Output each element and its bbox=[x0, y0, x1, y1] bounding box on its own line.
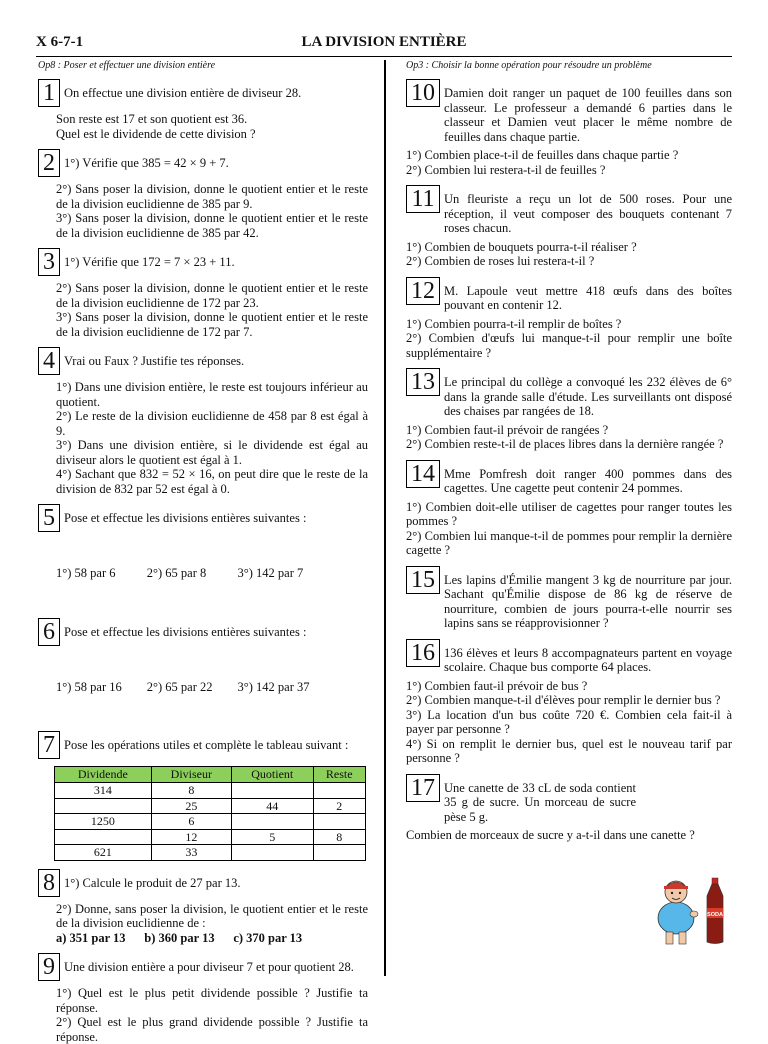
exercise-statement: Le principal du collège a convoqué les 232 élèves de 6° dans la grande salle d'étude. Les surveillants ont disposé des chaises par rangées de 18. bbox=[444, 375, 732, 418]
exercise-9 bbox=[38, 953, 368, 1044]
page-header bbox=[36, 34, 732, 57]
exercise-7 bbox=[38, 731, 368, 861]
exercise-line: 4°) Si on remplit le dernier bus, quel est le nouveau tarif par personne ? bbox=[406, 736, 732, 765]
exercise-statement: Une canette de 33 cL de soda contient 35 g de sucre. Un morceau de sucre pèse 5 g. bbox=[444, 780, 636, 824]
exercise-statement: Les lapins d'Émilie mangent 3 kg de nourriture par jour. Sachant qu'Émilie dispose de 86 kg de réserve de nourriture, combien de jours pourra-t-elle nourrir ses lapins sans se réapprovisionner ? bbox=[444, 572, 732, 630]
table-cell bbox=[231, 783, 313, 799]
exercise-14 bbox=[406, 460, 732, 558]
exercise-number: 4 bbox=[38, 347, 60, 375]
exercise-body bbox=[406, 423, 732, 452]
exercise-15 bbox=[406, 566, 732, 631]
exercise-line: 1°) Dans une division entière, le reste est toujours inférieur au quotient. bbox=[56, 380, 368, 409]
exercise-statement: Pose et effectue les divisions entières suivantes : bbox=[64, 511, 307, 525]
exercise-number: 5 bbox=[38, 504, 60, 532]
table-row bbox=[55, 845, 366, 861]
exercise-statement: Damien doit ranger un paquet de 100 feuilles dans son classeur. Le professeur a demandé 6 parties dans le classeur et Damien veut placer le même nombre de feuilles dans chaque partie. bbox=[444, 86, 732, 144]
table-cell: 2 bbox=[313, 798, 366, 814]
exercise-number: 9 bbox=[38, 953, 60, 981]
table-cell: 314 bbox=[55, 783, 152, 799]
bottle-label: SODA bbox=[707, 912, 723, 918]
exercise-line: 1°) Quel est le plus petit dividende possible ? Justifie ta réponse. bbox=[56, 986, 368, 1015]
exercise-number: 6 bbox=[38, 618, 60, 646]
exercise-line: 2°) Sans poser la division, donne le quotient entier et le reste de la division euclidienne de 385 par 9. bbox=[56, 182, 368, 211]
exercise-body bbox=[38, 380, 368, 496]
column-header: Diviseur bbox=[151, 767, 231, 783]
page-title: LA DIVISION ENTIÈRE bbox=[301, 34, 467, 50]
exercise-body bbox=[406, 679, 732, 766]
exercise-line: 2°) Combien manque-t-il d'élèves pour remplir le dernier bus ? bbox=[406, 693, 721, 707]
exercise-body bbox=[406, 828, 732, 843]
table-cell: 44 bbox=[231, 798, 313, 814]
soda-illustration bbox=[648, 874, 732, 946]
exercise-number: 13 bbox=[406, 368, 440, 396]
table-row bbox=[55, 829, 366, 845]
exercise-statement: 1°) Vérifie que 172 = 7 × 23 + 11. bbox=[64, 255, 235, 269]
exercise-line: 2°) Donne, sans poser la division, le quotient entier et le reste de la division euclidienne de : bbox=[56, 901, 368, 930]
division-table bbox=[54, 766, 366, 861]
table-cell: 12 bbox=[151, 829, 231, 845]
exercise-body bbox=[38, 986, 368, 1044]
table-cell: 33 bbox=[151, 845, 231, 861]
exercise-body bbox=[406, 500, 732, 558]
exercise-statement: Une division entière a pour diviseur 7 et pour quotient 28. bbox=[64, 960, 354, 974]
exercise-body bbox=[38, 112, 368, 141]
table-header-row bbox=[55, 767, 366, 783]
exercise-body bbox=[38, 537, 368, 610]
exercise-statement: 136 élèves et leurs 8 accompagnateurs partent en voyage scolaire. Chaque bus comporte 64 places. bbox=[444, 645, 732, 674]
exercise-statement: Un fleuriste a reçu un lot de 500 roses. Pour une réception, il veut composer des bouquets contenant 7 roses chacun. bbox=[444, 192, 732, 235]
table-cell: 25 bbox=[151, 798, 231, 814]
exercise-line: 1°) Combien doit-elle utiliser de cagettes pour ranger toutes les pommes ? bbox=[406, 499, 732, 528]
sheet-code: X 6-7-1 bbox=[36, 34, 84, 50]
table-cell: 8 bbox=[313, 829, 366, 845]
exercise-line: 2°) Combien d'œufs lui manque-t-il pour remplir une boîte supplémentaire ? bbox=[406, 331, 732, 360]
exercise-1 bbox=[38, 79, 368, 141]
exercise-items: 1°) 58 par 16 2°) 65 par 22 3°) 142 par 37 bbox=[56, 679, 310, 694]
column-header: Dividende bbox=[55, 767, 152, 783]
exercise-3 bbox=[38, 248, 368, 339]
table-cell: 6 bbox=[151, 814, 231, 830]
exercise-items: a) 351 par 13 b) 360 par 13 c) 370 par 13 bbox=[56, 930, 303, 945]
table-cell: 1250 bbox=[55, 814, 152, 830]
exercise-line: Son reste est 17 et son quotient est 36. bbox=[56, 112, 248, 126]
exercise-2 bbox=[38, 149, 368, 240]
exercise-line: 2°) Combien lui manque-t-il de pommes pour remplir la dernière cagette ? bbox=[406, 528, 732, 557]
column-divider bbox=[384, 60, 386, 976]
exercise-line: 3°) La location d'un bus coûte 720 €. Combien cela fait-il à payer par personne ? bbox=[406, 707, 732, 736]
exercise-line: 2°) Combien reste-t-il de places libres dans la dernière rangée ? bbox=[406, 437, 724, 451]
exercise-number: 16 bbox=[406, 639, 440, 667]
exercise-line: Combien de morceaux de sucre y a-t-il dans une canette ? bbox=[406, 828, 695, 842]
exercise-line: 3°) Sans poser la division, donne le quotient entier et le reste de la division euclidienne de 172 par 7. bbox=[56, 310, 368, 339]
exercise-16 bbox=[406, 639, 732, 766]
table-cell bbox=[231, 845, 313, 861]
soda-bottle-icon bbox=[707, 878, 723, 944]
exercise-line: 2°) Combien lui restera-t-il de feuilles ? bbox=[406, 162, 606, 177]
exercise-statement: Pose et effectue les divisions entières suivantes : bbox=[64, 624, 307, 639]
exercise-number: 17 bbox=[406, 774, 440, 802]
table-cell bbox=[55, 829, 152, 845]
exercise-number: 14 bbox=[406, 460, 440, 488]
column-header: Reste bbox=[313, 767, 366, 783]
exercise-11 bbox=[406, 185, 732, 269]
exercise-body bbox=[406, 317, 732, 361]
exercise-13 bbox=[406, 368, 732, 452]
exercise-statement: M. Lapoule veut mettre 418 œufs dans des boîtes pouvant en contenir 12. bbox=[444, 283, 732, 312]
exercise-statement: 1°) Vérifie que 385 = 42 × 9 + 7. bbox=[64, 156, 229, 170]
table-cell bbox=[313, 845, 366, 861]
exercise-8 bbox=[38, 869, 368, 946]
exercise-line: 3°) Dans une division entière, si le dividende est égal au diviseur alors le quotient est égal à 1. bbox=[56, 438, 368, 467]
exercise-line: 1°) Combien faut-il prévoir de rangées ? bbox=[406, 422, 609, 437]
exercise-number: 8 bbox=[38, 869, 60, 897]
exercise-5 bbox=[38, 504, 368, 610]
left-column bbox=[38, 60, 368, 1044]
table-row bbox=[55, 814, 366, 830]
exercise-10 bbox=[406, 79, 732, 177]
exercise-line: 3°) Sans poser la division, donne le quotient entier et le reste de la division euclidienne de 385 par 42. bbox=[56, 211, 368, 240]
right-subtitle: Op3 : Choisir la bonne opération pour résoudre un problème bbox=[406, 60, 652, 71]
table-row bbox=[55, 798, 366, 814]
exercise-line: 1°) Combien pourra-t-il remplir de boîtes ? bbox=[406, 316, 622, 331]
exercise-12 bbox=[406, 277, 732, 361]
exercise-line: 2°) Le reste de la division euclidienne de 458 par 8 est égal à 9. bbox=[56, 409, 368, 438]
exercise-line: 1°) Combien de bouquets pourra-t-il réaliser ? bbox=[406, 239, 637, 254]
exercise-body bbox=[38, 651, 368, 724]
exercise-body bbox=[38, 182, 368, 240]
table-cell bbox=[313, 814, 366, 830]
right-column bbox=[406, 60, 732, 843]
exercise-line: 1°) Combien place-t-il de feuilles dans chaque partie ? bbox=[406, 148, 679, 162]
exercise-body bbox=[406, 148, 732, 177]
exercise-number: 15 bbox=[406, 566, 440, 594]
left-subtitle: Op8 : Poser et effectuer une division entière bbox=[38, 60, 216, 71]
exercise-statement: 1°) Calcule le produit de 27 par 13. bbox=[64, 875, 241, 890]
table-cell: 5 bbox=[231, 829, 313, 845]
exercise-number: 3 bbox=[38, 248, 60, 276]
exercise-line: 1°) Combien faut-il prévoir de bus ? bbox=[406, 678, 588, 693]
exercise-4 bbox=[38, 347, 368, 496]
exercise-body bbox=[38, 902, 368, 946]
exercise-body bbox=[406, 240, 732, 269]
exercise-body bbox=[38, 281, 368, 339]
exercise-6 bbox=[38, 618, 368, 724]
table-cell bbox=[55, 798, 152, 814]
exercise-number: 1 bbox=[38, 79, 60, 107]
exercise-number: 7 bbox=[38, 731, 60, 759]
exercise-line: Quel est le dividende de cette division ? bbox=[56, 126, 256, 141]
table-cell bbox=[231, 814, 313, 830]
table-row bbox=[55, 783, 366, 799]
table-cell: 8 bbox=[151, 783, 231, 799]
column-header: Quotient bbox=[231, 767, 313, 783]
exercise-statement: Pose les opérations utiles et complète le tableau suivant : bbox=[64, 738, 349, 752]
exercise-line: 4°) Sachant que 832 = 52 × 16, on peut dire que le reste de la division de 832 par 52 est égal à 0. bbox=[56, 467, 368, 496]
exercise-items: 1°) 58 par 6 2°) 65 par 8 3°) 142 par 7 bbox=[56, 566, 304, 580]
exercise-statement: Mme Pomfresh doit ranger 400 pommes dans des cagettes. Une cagette peut contenir 24 pommes. bbox=[444, 466, 732, 495]
exercise-line: 2°) Sans poser la division, donne le quotient entier et le reste de la division euclidienne de 172 par 23. bbox=[56, 281, 368, 310]
exercise-line: 2°) Combien de roses lui restera-t-il ? bbox=[406, 254, 595, 268]
table-cell: 621 bbox=[55, 845, 152, 861]
exercise-number: 12 bbox=[406, 277, 440, 305]
exercise-statement: On effectue une division entière de diviseur 28. bbox=[64, 86, 302, 100]
exercise-17 bbox=[406, 774, 732, 843]
exercise-number: 2 bbox=[38, 149, 60, 177]
table-cell bbox=[313, 783, 366, 799]
exercise-number: 10 bbox=[406, 79, 440, 107]
exercise-number: 11 bbox=[406, 185, 440, 213]
exercise-line: 2°) Quel est le plus grand dividende possible ? Justifie ta réponse. bbox=[56, 1015, 368, 1044]
character-illustration bbox=[658, 881, 698, 944]
exercise-statement: Vrai ou Faux ? Justifie tes réponses. bbox=[64, 354, 245, 368]
